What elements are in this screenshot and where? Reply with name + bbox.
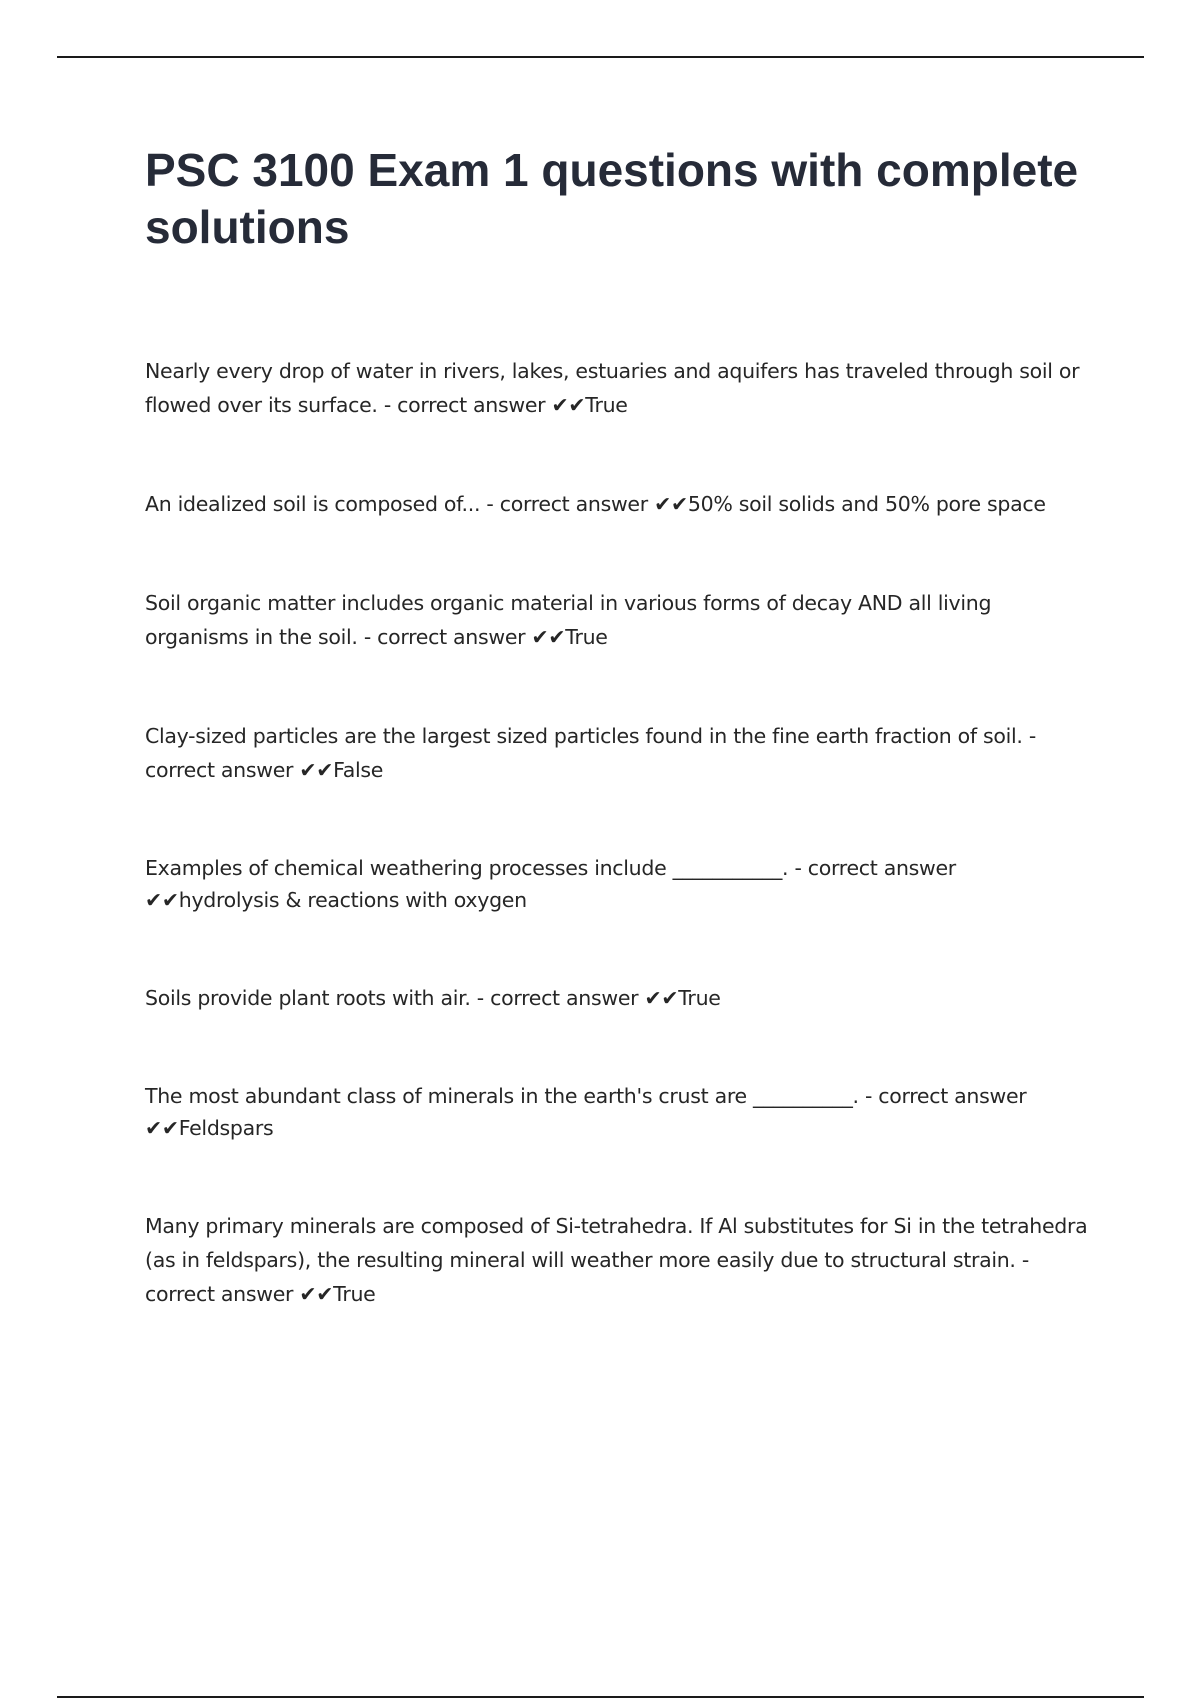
question-item-1: Nearly every drop of water in rivers, lakes, estuaries and aquifers has traveled through soil or flowed over its surface. - correct answer ✔✔True (145, 359, 1080, 417)
question-item-6: Soils provide plant roots with air. - correct answer ✔✔True (145, 986, 721, 1010)
question-item-7: The most abundant class of minerals in the earth's crust are __________. - correct answer ✔✔Feldspars (145, 1084, 1027, 1140)
question-item-5: Examples of chemical weathering processes include ___________. - correct answer ✔✔hydrolysis & reactions with oxygen (145, 856, 956, 912)
question-item-8: Many primary minerals are composed of Si-tetrahedra. If Al substitutes for Si in the tetrahedra (as in feldspars), the resulting mineral will weather more easily due to structural strain. - correct answer ✔✔True (145, 1214, 1088, 1306)
question-item-3: Soil organic matter includes organic material in various forms of decay AND all living organisms in the soil. - correct answer ✔✔True (145, 591, 992, 649)
question-list (145, 354, 1095, 1311)
top-rule (57, 56, 1144, 58)
document-title: PSC 3100 Exam 1 questions with complete solutions (145, 144, 1079, 253)
bottom-rule (57, 1696, 1144, 1698)
question-item-4: Clay-sized particles are the largest sized particles found in the fine earth fraction of soil. - correct answer ✔✔False (145, 724, 1036, 782)
question-item-2: An idealized soil is composed of... - correct answer ✔✔50% soil solids and 50% pore space (145, 492, 1046, 516)
